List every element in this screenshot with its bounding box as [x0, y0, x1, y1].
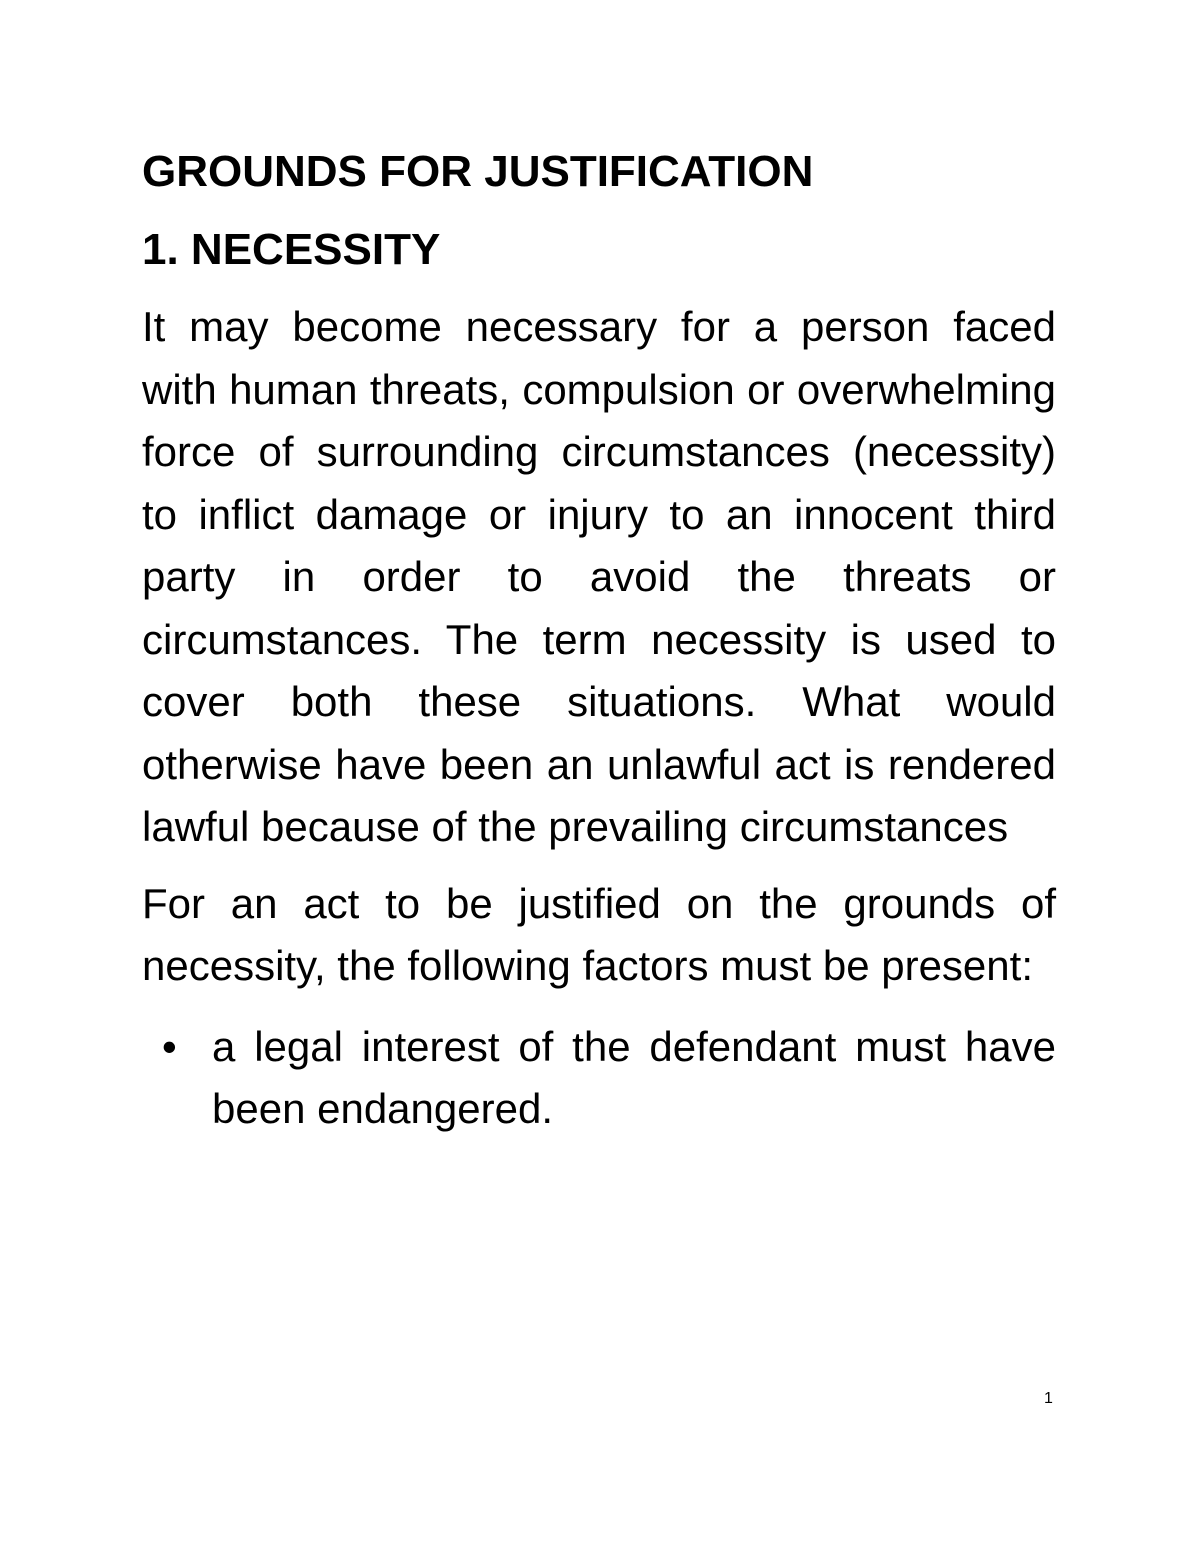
bullet-item	[142, 1016, 1056, 1141]
bullet-icon: •	[162, 1022, 177, 1070]
page-number: 1	[1044, 1390, 1053, 1407]
bullet-text: a legal interest of the defendant must have been endangered.	[212, 1022, 1056, 1132]
document-page	[142, 140, 1056, 1141]
section-heading: 1. NECESSITY	[142, 225, 441, 274]
paragraph: It may become necessary for a person faced with human threats, compulsion or overwhelming force of surrounding circumstances (necessity) to inflict damage or injury to an innocent third party in order to avoid the threats or circumstances. The term necessity is used to cover both these situations. What would otherwise have been an unlawful act is rendered lawful because of the prevailing circumstances	[142, 303, 1056, 850]
document-title: GROUNDS FOR JUSTIFICATION	[142, 147, 814, 196]
paragraph: For an act to be justified on the grounds of necessity, the following factors must be present:	[142, 879, 1056, 989]
